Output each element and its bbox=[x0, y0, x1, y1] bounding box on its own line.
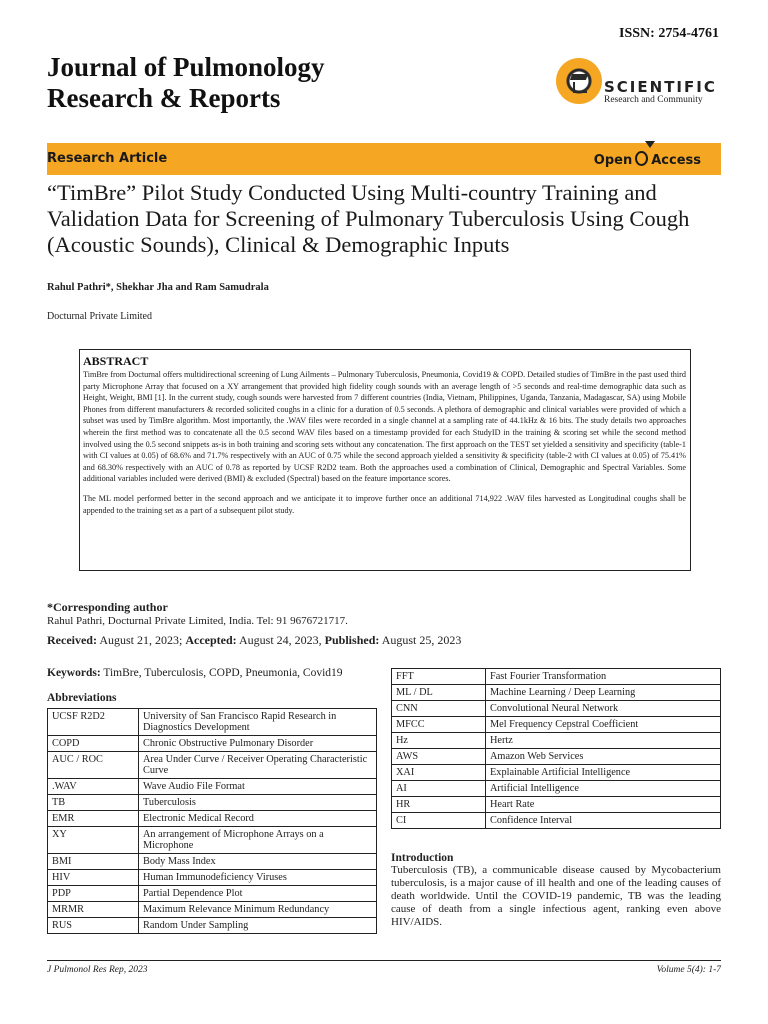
abbreviation-definition: Mel Frequency Cepstral Coefficient bbox=[486, 717, 721, 733]
abbreviation-term: PDP bbox=[48, 886, 139, 902]
abstract-paragraph-1: TimBre from Docturnal offers multidirectional screening of Lung Ailments – Pulmonary Tuberculosis, Pneumonia, Covid19 & COPD. Detailed studies of TimBre in the past used third party Microphone Array that focused on a XY arrangement that provided high fidelity cough sounds with an average length of >5 seconds and real-time demographic data such as Height, Weight, BMI [1]. In the current study, cough sounds were harvested from 7 different countries (India, Vietnam, Philippines, Uganda, Tanzania, Madagascar, SA) using Mobile Phones from different manufacturers & recorded solicited coughs in a clinic for a duration of 0.5 seconds. A plethora of demographic and clinical variables were provided of which a subset was used by TimBre algorithm. Most importantly, the .WAV files were recorded in a single channel at a sampling rate of 44.1kHz & 16 bits. The study details two approaches wherein the first method was to concatenate all the 0.5 second WAV files based on a timestamp provided for each StudyID in the training & scoring set while the second method involved using the 0.5 second snippets as-is in both training and scoring sets without any concatenation. The first approach on the TEST set yielded a sensitivity and specificity (table-1 with CI values at 0.05) of 68.6% and 71.7% respectively with an AUC of 0.75 while the second approach yielded a sensitivity & specificity (table-2 with CI values at 0.05) of 75.41% and 68.30% respectively with an AUC of 0.78 as reported by UCSF R2D2 team. Both the approaches used a combination of Clinical, Demographic and Spectral Variables. Some additional variables included were derived (BMI) & excluded (Spectral) based on the feature importance scores. bbox=[83, 370, 686, 484]
footer-divider bbox=[47, 960, 721, 961]
abbreviation-row bbox=[392, 701, 721, 717]
abbreviation-term: MRMR bbox=[48, 902, 139, 918]
abbreviation-definition: Hertz bbox=[486, 733, 721, 749]
abbreviation-term: UCSF R2D2 bbox=[48, 709, 139, 736]
abbreviation-row bbox=[48, 752, 377, 779]
abstract-heading: ABSTRACT bbox=[83, 354, 149, 368]
publication-dates bbox=[47, 633, 461, 648]
abbreviation-definition: Tuberculosis bbox=[139, 795, 377, 811]
abbreviation-term: RUS bbox=[48, 918, 139, 934]
abbreviation-definition: University of San Francisco Rapid Research in Diagnostics Development bbox=[139, 709, 377, 736]
abbreviation-row bbox=[48, 854, 377, 870]
abbreviation-row bbox=[48, 870, 377, 886]
keywords-text: TimBre, Tuberculosis, COPD, Pneumonia, Covid19 bbox=[103, 667, 343, 679]
abbreviation-definition: Fast Fourier Transformation bbox=[486, 669, 721, 685]
abbreviations-table-left bbox=[47, 708, 377, 934]
abbreviation-definition: Chronic Obstructive Pulmonary Disorder bbox=[139, 736, 377, 752]
article-type-banner bbox=[47, 143, 721, 175]
abbreviation-term: HR bbox=[392, 797, 486, 813]
abbreviation-definition: Heart Rate bbox=[486, 797, 721, 813]
publisher-emblem-icon bbox=[556, 58, 602, 104]
abbreviation-row bbox=[392, 765, 721, 781]
abbreviation-definition: Artificial Intelligence bbox=[486, 781, 721, 797]
abbreviation-row bbox=[392, 813, 721, 829]
abbreviation-term: AI bbox=[392, 781, 486, 797]
abbreviation-definition: An arrangement of Microphone Arrays on a Microphone bbox=[139, 827, 377, 854]
abbreviation-row bbox=[392, 797, 721, 813]
abbreviation-row bbox=[392, 685, 721, 701]
abbreviation-definition: Convolutional Neural Network bbox=[486, 701, 721, 717]
abbreviation-row bbox=[48, 811, 377, 827]
abbreviation-term: EMR bbox=[48, 811, 139, 827]
introduction-heading: Introduction bbox=[391, 852, 454, 864]
abstract-box bbox=[79, 349, 691, 571]
journal-title-line2: Research & Reports bbox=[47, 83, 281, 113]
access-text: Access bbox=[651, 153, 701, 168]
abbreviation-row bbox=[392, 781, 721, 797]
abbreviation-term: COPD bbox=[48, 736, 139, 752]
abbreviation-term: HIV bbox=[48, 870, 139, 886]
journal-title-line1: Journal of Pulmonology bbox=[47, 52, 325, 82]
abbreviation-row bbox=[48, 902, 377, 918]
abbreviation-row bbox=[48, 736, 377, 752]
corresponding-heading: *Corresponding author bbox=[47, 600, 168, 614]
received-date: August 21, 2023; bbox=[99, 633, 183, 647]
introduction-text: Tuberculosis (TB), a communicable disease caused by Mycobacterium tuberculosis, is a major cause of ill health and one of the leading causes of death worldwide. Until the COVID-19 pandemic, TB was the leading cause of death from a single infectious agent, ranking even above HIV/AIDS. bbox=[391, 864, 721, 928]
abbreviation-term: TB bbox=[48, 795, 139, 811]
abbreviation-row bbox=[48, 827, 377, 854]
published-label: Published: bbox=[324, 633, 380, 647]
abbreviation-term: Hz bbox=[392, 733, 486, 749]
abbreviation-row bbox=[392, 749, 721, 765]
keywords-label: Keywords: bbox=[47, 667, 101, 679]
abbreviation-term: ML / DL bbox=[392, 685, 486, 701]
abbreviation-definition: Random Under Sampling bbox=[139, 918, 377, 934]
corresponding-author bbox=[47, 600, 467, 627]
abbreviation-definition: Wave Audio File Format bbox=[139, 779, 377, 795]
abbreviation-row bbox=[392, 717, 721, 733]
abbreviation-term: MFCC bbox=[392, 717, 486, 733]
accepted-label: Accepted: bbox=[185, 633, 237, 647]
abbreviation-term: .WAV bbox=[48, 779, 139, 795]
accepted-date: August 24, 2023, bbox=[239, 633, 322, 647]
footer-volume: Volume 5(4): 1-7 bbox=[656, 965, 721, 975]
article-title: “TimBre” Pilot Study Conducted Using Multi-country Training and Validation Data for Screening of Pulmonary Tuberculosis Using Cough (Acoustic Sounds), Clinical & Demographic Inputs bbox=[47, 180, 690, 257]
abbreviation-term: AWS bbox=[392, 749, 486, 765]
abbreviations-heading: Abbreviations bbox=[47, 692, 117, 704]
abbreviation-row bbox=[392, 669, 721, 685]
abbreviation-term: CI bbox=[392, 813, 486, 829]
abbreviation-term: AUC / ROC bbox=[48, 752, 139, 779]
open-access-label bbox=[594, 151, 701, 168]
publisher-name: SCIENTIFIC bbox=[604, 78, 717, 96]
abbreviation-row bbox=[48, 779, 377, 795]
open-text: Open bbox=[593, 153, 633, 168]
abbreviation-row bbox=[392, 733, 721, 749]
authors: Rahul Pathri*, Shekhar Jha and Ram Samudrala bbox=[47, 282, 269, 293]
abbreviation-definition: Machine Learning / Deep Learning bbox=[486, 685, 721, 701]
published-date: August 25, 2023 bbox=[381, 633, 462, 647]
introduction-section bbox=[391, 852, 721, 929]
publisher-logo bbox=[556, 58, 726, 110]
abbreviation-definition: Area Under Curve / Receiver Operating Characteristic Curve bbox=[139, 752, 377, 779]
abbreviation-term: FFT bbox=[392, 669, 486, 685]
abbreviation-term: CNN bbox=[392, 701, 486, 717]
banner-marker-icon bbox=[645, 141, 655, 148]
abbreviation-definition: Body Mass Index bbox=[139, 854, 377, 870]
corresponding-text: Rahul Pathri, Docturnal Private Limited, India. Tel: 91 9676721717. bbox=[47, 615, 348, 627]
received-label: Received: bbox=[47, 633, 97, 647]
affiliation: Docturnal Private Limited bbox=[47, 311, 152, 322]
abbreviation-term: BMI bbox=[48, 854, 139, 870]
abbreviation-row bbox=[48, 795, 377, 811]
open-lock-icon bbox=[635, 151, 648, 166]
journal-title bbox=[47, 52, 407, 114]
abbreviation-row bbox=[48, 918, 377, 934]
issn: ISSN: 2754-4761 bbox=[619, 26, 719, 41]
abbreviation-definition: Maximum Relevance Minimum Redundancy bbox=[139, 902, 377, 918]
footer-citation: J Pulmonol Res Rep, 2023 bbox=[47, 965, 148, 975]
abbreviation-term: XY bbox=[48, 827, 139, 854]
abbreviation-definition: Human Immunodeficiency Viruses bbox=[139, 870, 377, 886]
article-type-label: Research Article bbox=[47, 151, 168, 166]
abstract-paragraph-2: The ML model performed better in the second approach and we anticipate it to improve further once an additional 714,922 .WAV files harvested as Longitudinal coughs shall be appended to the training set as a part of a subsequent pilot study. bbox=[83, 493, 686, 515]
abbreviation-row bbox=[48, 709, 377, 736]
abbreviation-definition: Electronic Medical Record bbox=[139, 811, 377, 827]
publisher-tagline: Research and Community bbox=[604, 95, 703, 105]
abbreviation-definition: Amazon Web Services bbox=[486, 749, 721, 765]
abbreviation-definition: Explainable Artificial Intelligence bbox=[486, 765, 721, 781]
abbreviation-row bbox=[48, 886, 377, 902]
abbreviation-definition: Partial Dependence Plot bbox=[139, 886, 377, 902]
keywords bbox=[47, 667, 343, 679]
abbreviation-term: XAI bbox=[392, 765, 486, 781]
abbreviations-table-right bbox=[391, 668, 721, 829]
abbreviation-definition: Confidence Interval bbox=[486, 813, 721, 829]
